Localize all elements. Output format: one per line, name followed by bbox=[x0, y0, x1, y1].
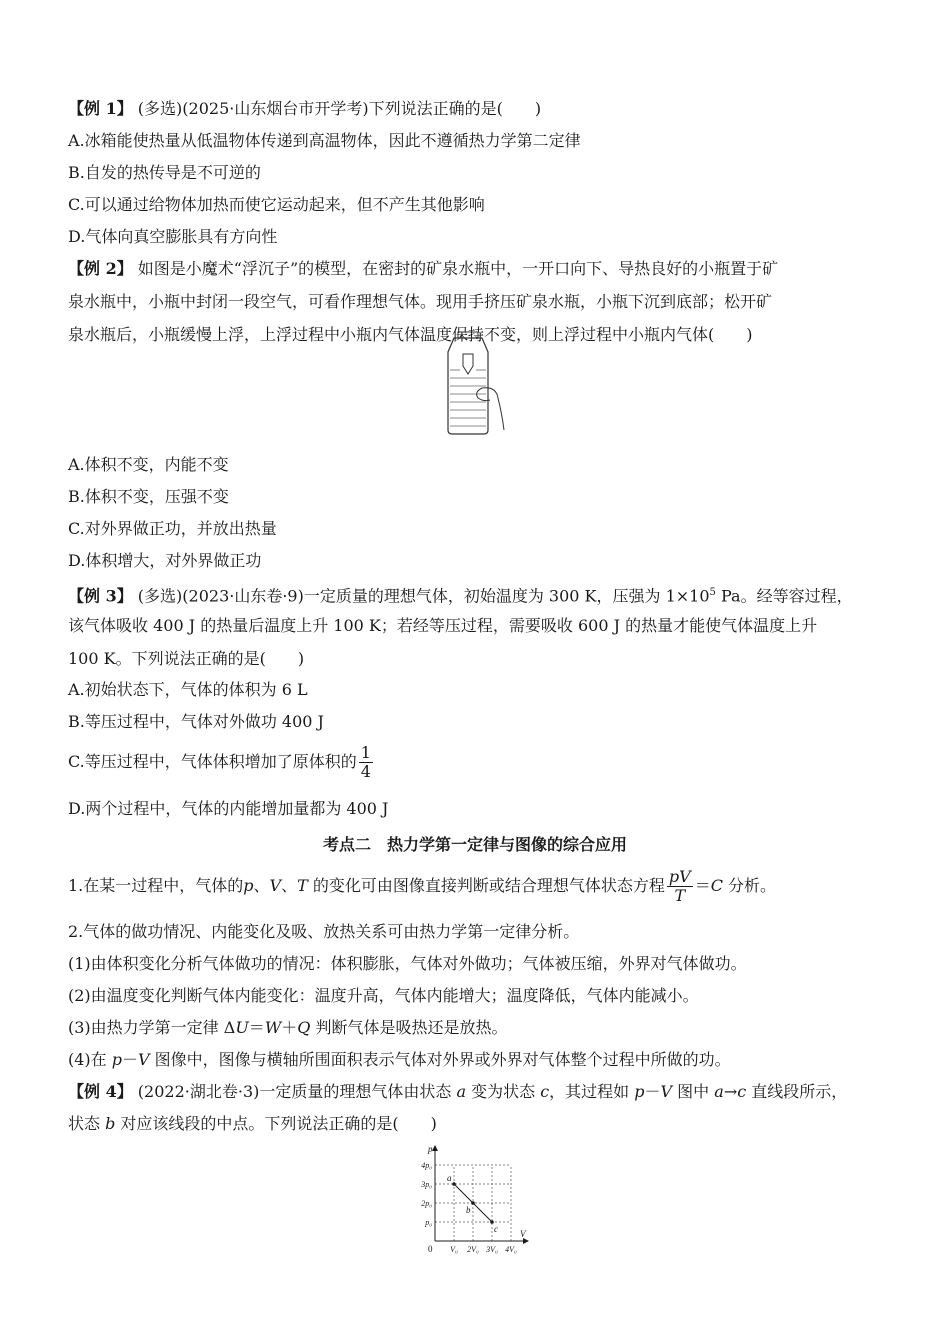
ex4-l1-p: p bbox=[634, 1082, 645, 1101]
ex4-l1-arrow: → bbox=[723, 1082, 738, 1101]
p1-fraction-den: T bbox=[674, 886, 686, 905]
x-tick-label: 4V₀ bbox=[505, 1245, 517, 1254]
ex4-l1-a-var: a bbox=[456, 1082, 466, 1101]
p1-a: 1.在某一过程中，气体的 bbox=[68, 876, 244, 895]
section-title: 考点二 热力学第一定律与图像的综合应用 bbox=[322, 835, 627, 854]
ex3-option-a: A.初始状态下，气体的体积为 6 L bbox=[68, 680, 308, 699]
ex3-fraction-den: 4 bbox=[360, 762, 371, 781]
ex3-stem-line-2: 该气体吸收 400 J 的热量后温度上升 100 K；若经等压过程，需要吸收 600 J 的热量才能使气体温度上升 bbox=[68, 616, 818, 635]
point-label-b: b bbox=[466, 1205, 471, 1215]
ex1-option-b: B.自发的热传导是不可逆的 bbox=[68, 163, 261, 182]
ex2-option-d: D.体积增大，对外界做正功 bbox=[68, 551, 262, 570]
ex4-l1-dash: － bbox=[644, 1082, 661, 1101]
ex2-option-a: A.体积不变，内能不变 bbox=[68, 455, 229, 474]
ex4-l1-d: 图中 bbox=[672, 1082, 715, 1101]
ex4-stem-line-2 bbox=[68, 1113, 437, 1135]
p1-sep1: 、 bbox=[253, 876, 270, 895]
p1-fraction-num: pV bbox=[668, 867, 691, 886]
ex1-option-d: D.气体向真空膨胀具有方向性 bbox=[68, 227, 278, 246]
ex4-l1-b: 变为状态 bbox=[466, 1082, 541, 1101]
ex1-option-a: A.冰箱能使热量从低温物体传递到高温物体，因此不遵循热力学第二定律 bbox=[68, 131, 581, 150]
ex4-l2-b-var: b bbox=[105, 1114, 116, 1133]
p1-V: V bbox=[269, 876, 282, 895]
section-para-3: (1)由体积变化分析气体做功的情况：体积膨胀，气体对外做功；气体被压缩，外界对气体做功。 bbox=[68, 954, 747, 973]
ex4-l2-a: 状态 bbox=[68, 1114, 106, 1133]
ex4-l1-e: 直线段所示， bbox=[746, 1082, 848, 1101]
p5-a: (3)由热力学第一定律 Δ bbox=[68, 1018, 236, 1037]
p1-sep2: 、 bbox=[281, 876, 298, 895]
p5-Q: Q bbox=[297, 1018, 311, 1037]
ex4-l1-a2: a bbox=[714, 1082, 724, 1101]
p1-c: ＝ bbox=[694, 876, 711, 895]
ex3-stem-line-3: 100 K。下列说法正确的是( ) bbox=[68, 649, 305, 668]
pv-chart bbox=[408, 1140, 538, 1258]
ex2-option-c: C.对外界做正功，并放出热量 bbox=[68, 519, 277, 538]
y-tick-label: p₀ bbox=[425, 1218, 432, 1227]
ex3-option-b: B.等压过程中，气体对外做功 400 J bbox=[68, 712, 324, 731]
cartesian-diver-figure bbox=[438, 330, 510, 438]
ex3-tag: 【例 3】 bbox=[68, 586, 133, 606]
origin-label: 0 bbox=[428, 1244, 433, 1254]
p6-V: V bbox=[138, 1050, 150, 1069]
point-b bbox=[471, 1201, 475, 1205]
p5-eq: ＝ bbox=[248, 1018, 265, 1037]
pv-series bbox=[447, 1173, 498, 1234]
ex1-stem-text: (多选)(2025·山东烟台市开学考)下列说法正确的是( ) bbox=[132, 99, 542, 118]
y-tick-label: 3p₀ bbox=[421, 1180, 432, 1189]
ex4-l1-c-var: c bbox=[540, 1082, 550, 1101]
section-para-6 bbox=[68, 1049, 731, 1071]
ex3-option-c-text: C.等压过程中，气体体积增加了原体积的 bbox=[68, 752, 357, 771]
ex2-stem-line-3: 泉水瓶后，小瓶缓慢上浮，上浮过程中小瓶内气体温度保持不变，则上浮过程中小瓶内气体( ) bbox=[68, 325, 753, 344]
ex3-fraction bbox=[359, 744, 373, 781]
y-tick-labels bbox=[420, 1161, 432, 1227]
p5-b: 判断气体是吸热还是放热。 bbox=[310, 1018, 508, 1037]
p1-b: 的变化可由图像直接判断或结合理想气体状态方程 bbox=[307, 876, 665, 895]
x-tick-label: 3V₀ bbox=[486, 1245, 498, 1254]
section-para-5 bbox=[68, 1017, 508, 1039]
ex3-stem-line-1 bbox=[68, 582, 853, 607]
ex3-fraction-num: 1 bbox=[360, 743, 371, 762]
ex4-l1-V: V bbox=[660, 1082, 673, 1101]
ex3-stem-1a: (多选)(2023·山东卷·9)一定质量的理想气体，初始温度为 300 K，压强为 1×10 bbox=[132, 586, 710, 606]
ex1-stem bbox=[68, 98, 541, 120]
p1-p: p bbox=[243, 876, 254, 895]
p1-T: T bbox=[297, 876, 308, 895]
ex4-l1-c2: c bbox=[737, 1082, 747, 1101]
p1-C: C bbox=[710, 876, 723, 895]
y-tick-label: 2p₀ bbox=[421, 1199, 432, 1208]
ex4-stem-line-1 bbox=[68, 1081, 847, 1103]
ex1-tag: 【例 1】 bbox=[68, 99, 133, 118]
p1-d: 分析。 bbox=[722, 876, 777, 895]
p1-fraction bbox=[667, 868, 693, 905]
p6-dash: － bbox=[122, 1050, 139, 1069]
ex4-l1-c: ，其过程如 bbox=[549, 1082, 635, 1101]
p6-p: p bbox=[111, 1050, 123, 1069]
p5-plus: ＋ bbox=[281, 1018, 298, 1037]
point-label-a: a bbox=[447, 1173, 452, 1183]
ex2-stem-text-1: 如图是小魔术“浮沉子”的模型，在密封的矿泉水瓶中，一开口向下、导热良好的小瓶置于矿 bbox=[132, 259, 779, 278]
ex3-option-c bbox=[68, 742, 375, 782]
ex3-option-d: D.两个过程中，气体的内能增加量都为 400 J bbox=[68, 799, 389, 818]
x-tick-label: 2V₀ bbox=[467, 1245, 479, 1254]
ex3-stem-1b: Pa。经等容过程， bbox=[715, 586, 853, 606]
x-tick-labels bbox=[450, 1245, 517, 1254]
point-label-c: c bbox=[494, 1224, 498, 1234]
p5-W: W bbox=[264, 1018, 282, 1037]
p5-U: U bbox=[235, 1018, 249, 1037]
ex2-stem-line-1 bbox=[68, 258, 778, 280]
x-tick-label: V₀ bbox=[450, 1245, 458, 1254]
p6-a: (4)在 bbox=[68, 1050, 112, 1069]
ex2-stem-line-2: 泉水瓶中，小瓶中封闭一段空气，可看作理想气体。现用手挤压矿泉水瓶，小瓶下沉到底部；松开矿 bbox=[68, 292, 773, 311]
y-axis-label: p bbox=[428, 1144, 433, 1154]
ex1-option-c: C.可以通过给物体加热而使它运动起来，但不产生其他影响 bbox=[68, 195, 485, 214]
ex2-option-b: B.体积不变，压强不变 bbox=[68, 487, 229, 506]
p6-b: 图像中，图像与横轴所围面积表示气体对外界或外界对气体整个过程中所做的功。 bbox=[149, 1050, 731, 1069]
y-tick-label: 4p₀ bbox=[421, 1161, 432, 1170]
ex4-l1-a: (2022·湖北卷·3)一定质量的理想气体由状态 bbox=[132, 1082, 457, 1101]
section-para-2: 2.气体的做功情况、内能变化及吸、放热关系可由热力学第一定律分析。 bbox=[68, 922, 580, 941]
x-axis-label: V bbox=[520, 1229, 526, 1239]
ex4-tag: 【例 4】 bbox=[68, 1082, 133, 1101]
section-para-1 bbox=[68, 864, 776, 908]
ex3-exponent: 5 bbox=[709, 587, 716, 598]
ex2-tag: 【例 2】 bbox=[68, 259, 133, 278]
section-para-4: (2)由温度变化判断气体内能变化：温度升高，气体内能增大；温度降低，气体内能减小。 bbox=[68, 986, 699, 1005]
ex4-l2-b: 对应该线段的中点。下列说法正确的是( ) bbox=[115, 1114, 437, 1133]
point-a bbox=[452, 1182, 456, 1186]
